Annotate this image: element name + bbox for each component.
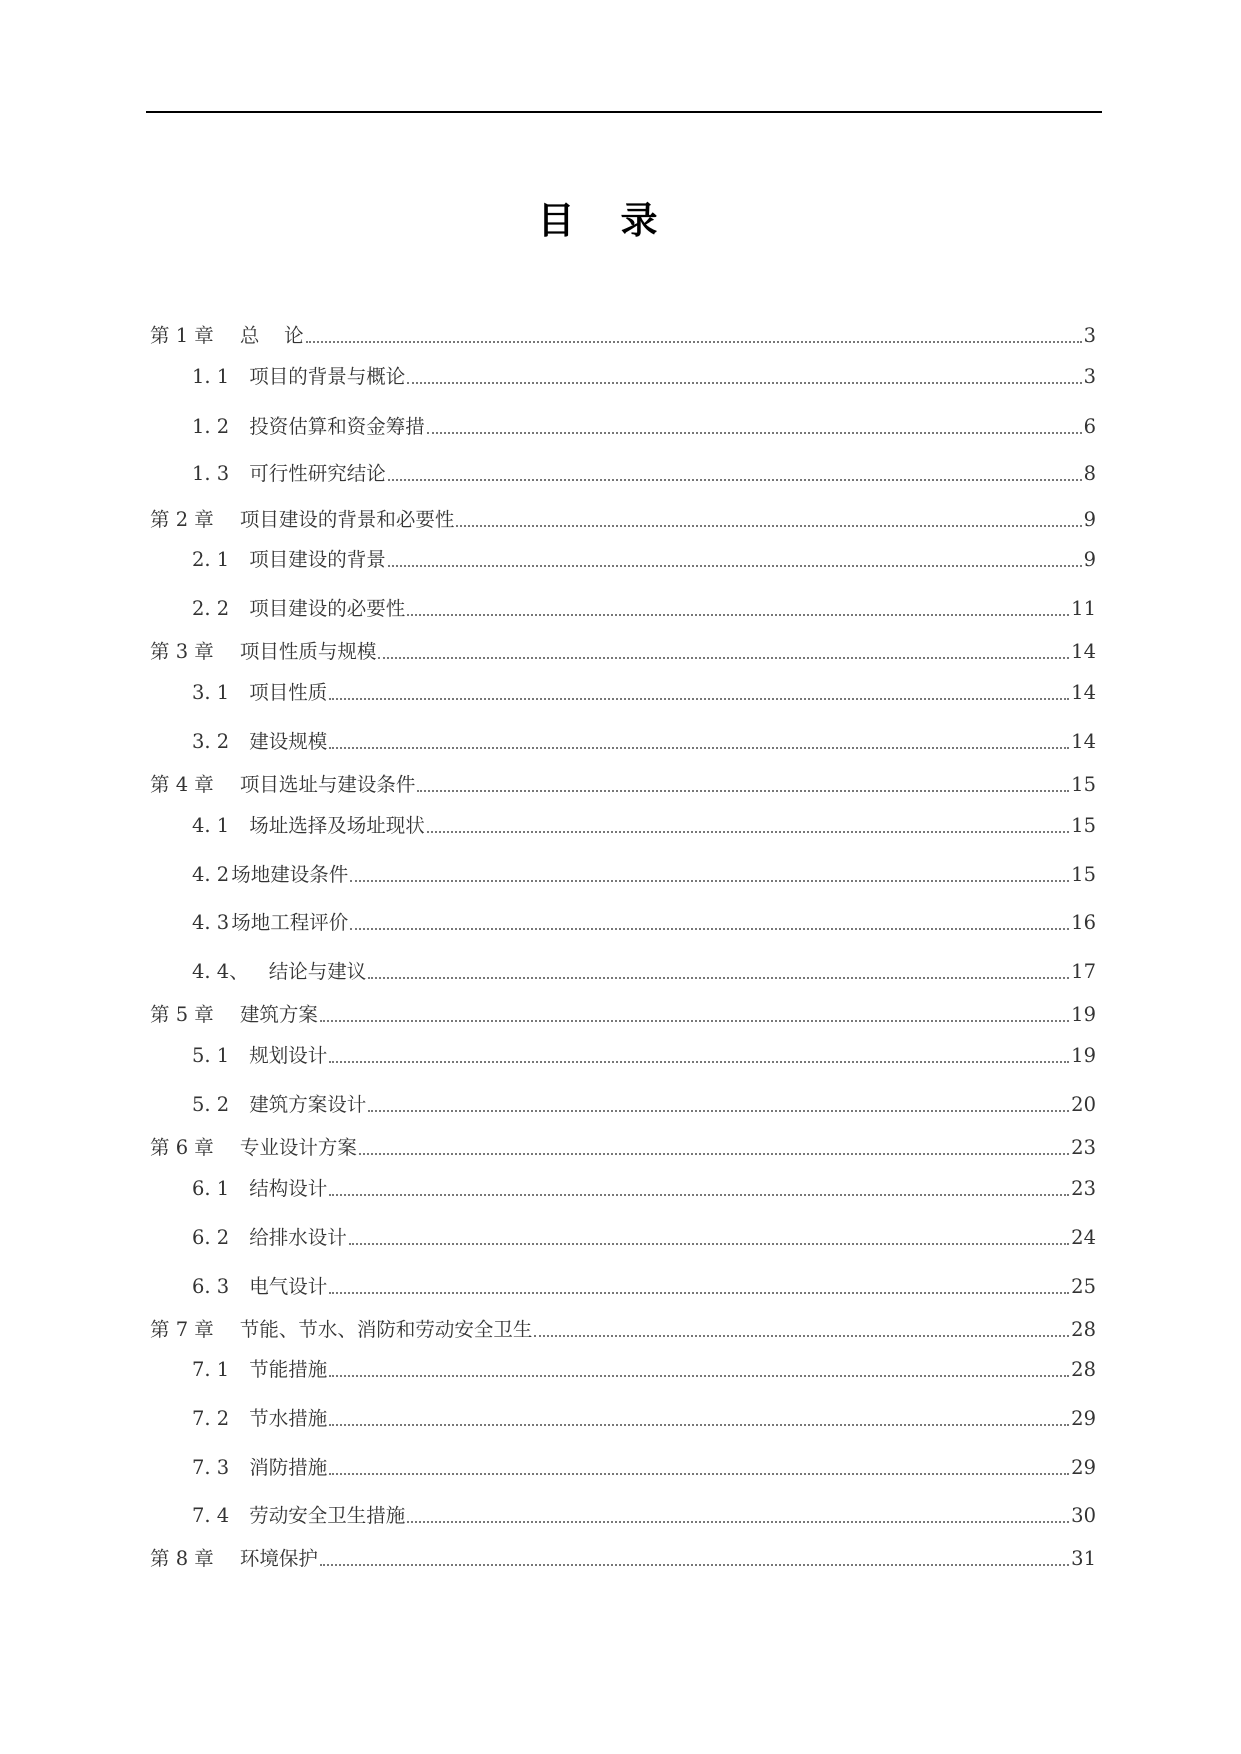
toc-section-row[interactable]: [192, 1038, 1096, 1068]
toc-label: 结构设计: [249, 1177, 328, 1200]
toc-number: 6. 3: [192, 1275, 230, 1298]
toc-label: 项目建设的背景: [249, 548, 386, 571]
toc-section-row[interactable]: [192, 808, 1096, 838]
toc-number: 1. 3: [192, 462, 230, 485]
toc-number: 第 3 章: [150, 640, 214, 663]
toc-label: 总 论: [239, 324, 304, 347]
toc-number: 4. 3: [192, 911, 230, 934]
toc-label: 劳动安全卫生措施: [249, 1504, 406, 1527]
toc-leader-dots: [329, 698, 1069, 700]
toc-page-number: 25: [1071, 1275, 1096, 1298]
toc-leader-dots: [427, 432, 1082, 434]
toc-chapter-row[interactable]: [150, 767, 1096, 797]
toc-leader-dots: [329, 1473, 1069, 1475]
toc-page-number: 23: [1071, 1177, 1096, 1200]
page-title: 目录: [537, 198, 704, 242]
toc-number: 3. 2: [192, 730, 230, 753]
toc-leader-dots: [427, 831, 1069, 833]
toc-label: 场地建设条件: [231, 863, 349, 886]
toc-section-row[interactable]: [192, 1171, 1096, 1201]
toc-page-number: 28: [1071, 1358, 1096, 1381]
toc-number: 2. 2: [192, 597, 230, 620]
toc-leader-dots: [368, 977, 1069, 979]
toc-number: 第 8 章: [150, 1547, 214, 1570]
toc-label: 项目建设的背景和必要性: [239, 508, 455, 531]
header-rule: [146, 111, 1102, 113]
toc-section-row[interactable]: [192, 1087, 1096, 1117]
toc-number: 4. 2: [192, 863, 230, 886]
toc-label: 节能措施: [249, 1358, 328, 1381]
toc-label: 可行性研究结论: [249, 462, 386, 485]
toc-page-number: 14: [1071, 640, 1096, 663]
toc-label: 规划设计: [249, 1044, 328, 1067]
toc-page-number: 9: [1083, 508, 1096, 531]
toc-leader-dots: [329, 1194, 1069, 1196]
toc-leader-dots: [456, 525, 1081, 527]
toc-section-row[interactable]: [192, 905, 1096, 935]
toc-number: 5. 2: [192, 1093, 230, 1116]
toc-number: 5. 1: [192, 1044, 230, 1067]
toc-page-number: 28: [1071, 1318, 1096, 1341]
toc-label: 给排水设计: [249, 1226, 347, 1249]
toc-section-row[interactable]: [192, 409, 1096, 439]
toc-page-number: 11: [1071, 597, 1096, 620]
toc-chapter-row[interactable]: [150, 502, 1096, 532]
toc-page-number: 29: [1071, 1456, 1096, 1479]
toc-section-row[interactable]: [192, 591, 1096, 621]
toc-label: 项目性质与规模: [239, 640, 377, 663]
toc-label: 项目建设的必要性: [249, 597, 406, 620]
toc-number: 7. 3: [192, 1456, 230, 1479]
toc-number: 第 2 章: [150, 508, 214, 531]
toc-page-number: 3: [1083, 365, 1096, 388]
toc-section-row[interactable]: [192, 1498, 1096, 1528]
toc-label: 项目选址与建设条件: [239, 773, 416, 796]
toc-leader-dots: [329, 1292, 1069, 1294]
toc-number: 第 7 章: [150, 1318, 214, 1341]
toc-number: 1. 2: [192, 415, 230, 438]
toc-page-number: 19: [1071, 1044, 1096, 1067]
toc-chapter-row[interactable]: [150, 634, 1096, 664]
toc-page-number: 24: [1071, 1226, 1096, 1249]
toc-label: 消防措施: [249, 1456, 328, 1479]
toc-number: 6. 1: [192, 1177, 230, 1200]
toc-label: 场址选择及场址现状: [249, 814, 425, 837]
toc-number: 6. 2: [192, 1226, 230, 1249]
toc-label: 结论与建议: [268, 960, 367, 983]
toc-leader-dots: [407, 1521, 1069, 1523]
toc-leader-dots: [329, 1424, 1069, 1426]
toc-leader-dots: [306, 341, 1082, 343]
toc-section-row[interactable]: [192, 1220, 1096, 1250]
toc-number: 7. 1: [192, 1358, 230, 1381]
toc-number: 7. 4: [192, 1504, 230, 1527]
toc-leader-dots: [320, 1020, 1069, 1022]
toc-chapter-row[interactable]: [150, 1130, 1096, 1160]
toc-section-row[interactable]: [192, 456, 1096, 486]
toc-page-number: 15: [1071, 863, 1096, 886]
toc-section-row[interactable]: [192, 1269, 1096, 1299]
toc-label: 节能、节水、消防和劳动安全卫生: [239, 1318, 533, 1341]
toc-number: 第 5 章: [150, 1003, 214, 1026]
toc-leader-dots: [388, 479, 1082, 481]
toc-leader-dots: [329, 1061, 1069, 1063]
toc-page-number: 29: [1071, 1407, 1096, 1430]
toc-page-number: 15: [1071, 773, 1096, 796]
toc-number: 第 4 章: [150, 773, 214, 796]
toc-section-row[interactable]: [192, 1401, 1096, 1431]
toc-page-number: 8: [1083, 462, 1096, 485]
toc-page-number: 9: [1083, 548, 1096, 571]
toc-chapter-row[interactable]: [150, 318, 1096, 348]
toc-number: 7. 2: [192, 1407, 230, 1430]
toc-number: 3. 1: [192, 681, 230, 704]
toc-leader-dots: [329, 1375, 1069, 1377]
toc-label: 投资估算和资金筹措: [249, 415, 425, 438]
toc-label: 建筑方案设计: [249, 1093, 367, 1116]
toc-section-row[interactable]: [192, 857, 1096, 887]
toc-chapter-row[interactable]: [150, 1312, 1096, 1342]
toc-section-row[interactable]: [192, 724, 1096, 754]
toc-label: 场地工程评价: [231, 911, 349, 934]
toc-leader-dots: [349, 1243, 1069, 1245]
toc-label: 节水措施: [249, 1407, 328, 1430]
toc-label: 专业设计方案: [239, 1136, 357, 1159]
toc-page-number: 14: [1071, 730, 1096, 753]
toc-leader-dots: [359, 1153, 1069, 1155]
toc-label: 项目的背景与概论: [249, 365, 406, 388]
toc-section-row[interactable]: [192, 359, 1096, 389]
toc-number: 4. 4、: [192, 960, 249, 983]
toc-page-number: 14: [1071, 681, 1096, 704]
toc-leader-dots: [368, 1110, 1069, 1112]
toc-label: 环境保护: [239, 1547, 318, 1570]
toc-section-row[interactable]: [192, 1450, 1096, 1480]
toc-number: 第 6 章: [150, 1136, 214, 1159]
toc-page-number: 3: [1083, 324, 1096, 347]
toc-page-number: 15: [1071, 814, 1096, 837]
toc-leader-dots: [320, 1564, 1069, 1566]
toc-page-number: 17: [1071, 960, 1096, 983]
toc-page-number: 20: [1071, 1093, 1096, 1116]
toc-chapter-row[interactable]: [150, 1541, 1096, 1571]
toc-page-number: 30: [1071, 1504, 1096, 1527]
toc-label: 电气设计: [249, 1275, 328, 1298]
toc-leader-dots: [378, 657, 1069, 659]
toc-chapter-row[interactable]: [150, 997, 1096, 1027]
toc-section-row[interactable]: [192, 675, 1096, 705]
toc-page-number: 23: [1071, 1136, 1096, 1159]
toc-number: 1. 1: [192, 365, 230, 388]
toc-leader-dots: [417, 790, 1069, 792]
toc-section-row[interactable]: [192, 542, 1096, 572]
toc-leader-dots: [388, 565, 1082, 567]
toc-section-row[interactable]: [192, 954, 1096, 984]
toc-leader-dots: [350, 880, 1069, 882]
toc-leader-dots: [407, 614, 1069, 616]
toc-number: 4. 1: [192, 814, 230, 837]
toc-page-number: 19: [1071, 1003, 1096, 1026]
toc-leader-dots: [407, 382, 1081, 384]
toc-page-number: 16: [1071, 911, 1096, 934]
toc-leader-dots: [329, 747, 1069, 749]
toc-page-number: 6: [1083, 415, 1096, 438]
toc-leader-dots: [350, 928, 1069, 930]
toc-leader-dots: [534, 1335, 1069, 1337]
toc-number: 第 1 章: [150, 324, 214, 347]
toc-number: 2. 1: [192, 548, 230, 571]
toc-label: 建设规模: [249, 730, 328, 753]
toc-page-number: 31: [1071, 1547, 1096, 1570]
toc-label: 项目性质: [249, 681, 328, 704]
toc-section-row[interactable]: [192, 1352, 1096, 1382]
toc-label: 建筑方案: [239, 1003, 318, 1026]
